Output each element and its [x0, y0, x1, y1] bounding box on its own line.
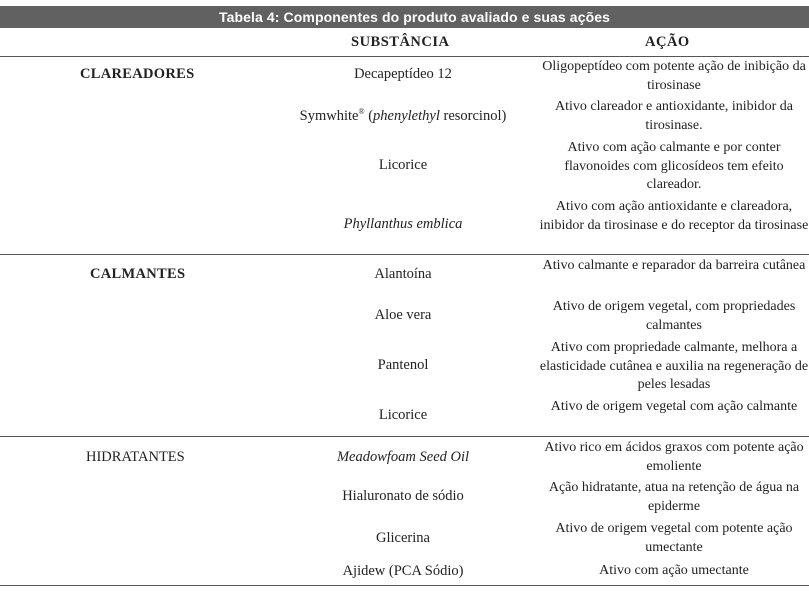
- substance-cell: Meadowfoam Seed Oil: [336, 449, 470, 465]
- action-cell: Ativo rico em ácidos graxos com potente ação emoliente: [544, 440, 804, 474]
- substance-cell: Decapeptídeo 12: [354, 66, 452, 82]
- action-cell: Ativo com ação umectante: [599, 563, 749, 578]
- action-cell: Ativo de origem vegetal com potente ação umectante: [555, 521, 793, 555]
- action-cell: Ativo de origem vegetal, com propriedades calmantes: [552, 299, 796, 333]
- category-clareadores: CLAREADORES: [80, 66, 195, 82]
- substance-cell: Phyllanthus emblica: [343, 216, 463, 232]
- substance-cell: Symwhite® (phenylethyl resorcinol): [299, 107, 507, 124]
- group-divider: [0, 436, 809, 437]
- substance-suffix: resorcinol): [439, 107, 507, 124]
- action-cell: Ativo de origem vegetal com ação calmante: [550, 399, 798, 414]
- action-cell: Ação hidratante, atua na retenção de água na epiderme: [548, 480, 800, 514]
- action-cell: Ativo com ação antioxidante e clareadora, inibidor da tirosinase e do receptor da tirosinase: [539, 199, 809, 233]
- action-cell: Ativo com propriedade calmante, melhora a elasticidade cutânea e auxilia na regeneração de peles lesadas: [539, 340, 809, 392]
- substance-cell: Ajidew (PCA Sódio): [342, 563, 464, 579]
- action-cell: Oligopeptídeo com potente ação de inibição da tirosinase: [542, 59, 806, 93]
- substance-cell: Hialuronato de sódio: [342, 488, 464, 504]
- action-cell: Ativo clareador e antioxidante, inibidor da tirosinase.: [555, 99, 793, 133]
- substance-cell: Glicerina: [376, 530, 430, 546]
- header-action: AÇÃO: [645, 34, 690, 50]
- registered-mark: ®: [358, 107, 365, 116]
- substance-cell: Licorice: [378, 157, 428, 173]
- action-cell: Ativo com ação calmante e por conter flavonoides com glicosídeos tem efeito clareador.: [564, 140, 784, 192]
- table-bottom-rule: [0, 585, 809, 586]
- action-cell: Ativo calmante e reparador da barreira cutânea: [542, 258, 806, 273]
- header-substance: SUBSTÂNCIA: [351, 34, 450, 50]
- category-hidratantes: HIDRATANTES: [86, 449, 185, 465]
- substance-prefix: Symwhite: [299, 107, 359, 124]
- category-calmantes: CALMANTES: [90, 266, 186, 282]
- substance-cell: Alantoína: [374, 266, 432, 282]
- substance-italic: phenylethyl: [373, 107, 440, 124]
- table-title: Tabela 4: Componentes do produto avaliado e suas ações: [219, 9, 611, 25]
- table-title-bar: [0, 6, 809, 28]
- substance-cell: Pantenol: [377, 357, 429, 373]
- substance-cell: Aloe vera: [374, 307, 432, 323]
- substance-cell: Licorice: [378, 407, 428, 423]
- header-divider: [0, 56, 809, 57]
- group-divider: [0, 254, 809, 255]
